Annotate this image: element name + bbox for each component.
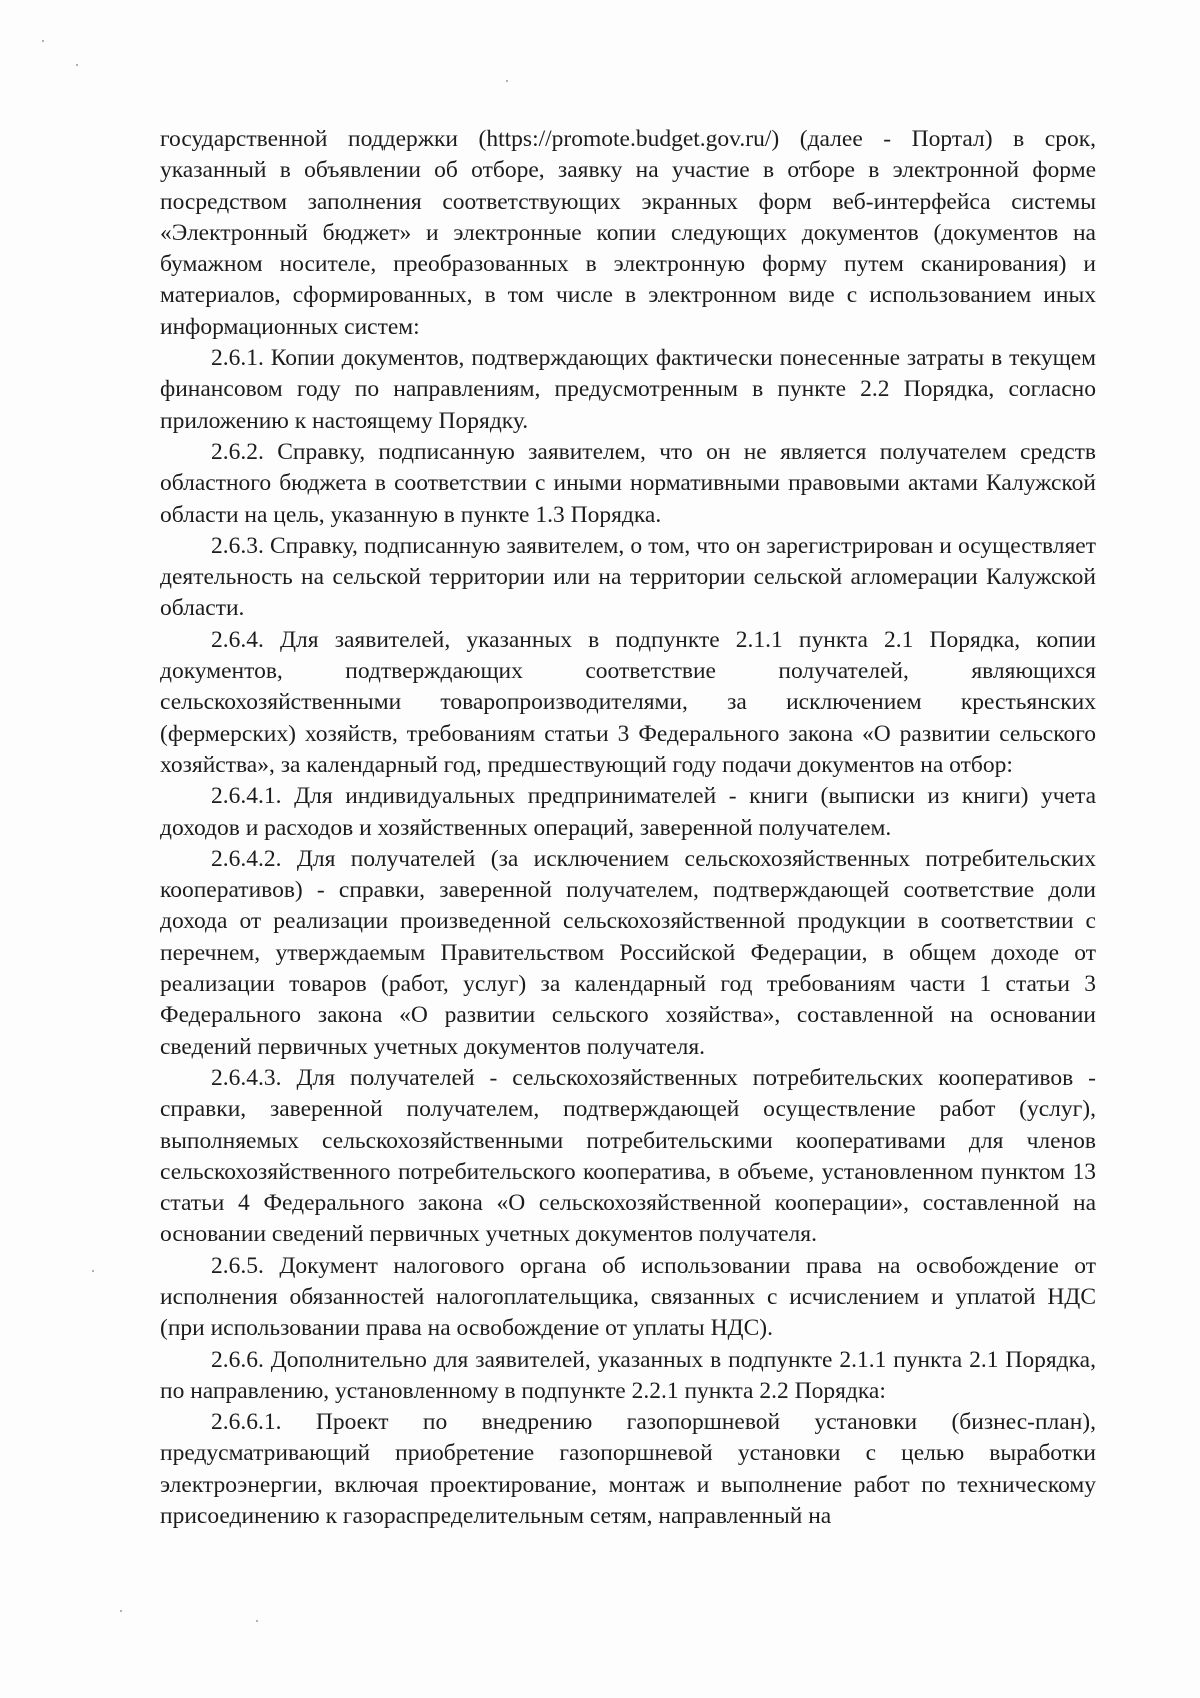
paragraph-2-6-1: 2.6.1. Копии документов, подтверждающих фактически понесенные затраты в текущем финансовом году по направлениям, предусмотренным в пункте 2.2 Порядка, согласно приложению к настоящему Порядку. — [160, 345, 1096, 434]
paragraph-2-6-6-1: 2.6.6.1. Проект по внедрению газопоршневой установки (бизнес-план), предусматривающий приобретение газопоршневой установки с целью выработки электроэнергии, включая проектирование, монтаж и выполнение работ по техническому присоединению к газораспределительным сетям, направленный на — [160, 1409, 1096, 1530]
scan-speck — [256, 1620, 258, 1622]
scan-speck — [92, 1270, 94, 1272]
paragraph-2-6-5: 2.6.5. Документ налогового органа об использовании права на освобождение от исполнения обязанностей налогоплательщика, связанных с исчислением и уплатой НДС (при использовании права на освобождение от уплаты НДС). — [160, 1252, 1096, 1342]
paragraph-intro-continuation: государственной поддержки (https://promote.budget.gov.ru/) (далее - Портал) в срок, указанный в объявлении об отборе, заявку на участие в отборе в электронной форме посредством заполнения соответствующих экранных форм веб-интерфейса системы «Электронный бюджет» и электронные копии следующих документов (документов на бумажном носителе, преобразованных в электронную форму путем сканирования) и материалов, сформированных, в том числе в электронном виде с использованием иных информационных систем: — [160, 126, 1096, 340]
scan-speck — [42, 40, 44, 42]
paragraph-2-6-4-3: 2.6.4.3. Для получателей - сельскохозяйственных потребительских кооперативов - справки, заверенной получателем, подтверждающей осуществление работ (услуг), выполняемых сельскохозяйственными потребительскими кооперативами для членов сельскохозяйственного потребительского кооператива, в объеме, установленном пунктом 13 статьи 4 Федерального закона «О сельскохозяйственной кооперации», составленной на основании сведений первичных учетных документов получателя. — [160, 1064, 1096, 1248]
document-body — [160, 124, 1096, 1532]
paragraph-2-6-6: 2.6.6. Дополнительно для заявителей, указанных в подпункте 2.1.1 пункта 2.1 Порядка, по направлению, установленному в подпункте 2.2.1 пункта 2.2 Порядка: — [160, 1346, 1096, 1404]
scan-speck — [120, 1610, 122, 1612]
paragraph-2-6-4-2: 2.6.4.2. Для получателей (за исключением сельскохозяйственных потребительских кооперативов) - справки, заверенной получателем, подтверждающей соответствие доли дохода от реализации произведенной сельскохозяйственной продукции в соответствии с перечнем, утверждаемым Правительством Российской Федерации, в общем доходе от реализации товаров (работ, услуг) за календарный год требованиям части 1 статьи 3 Федерального закона «О развитии сельского хозяйства», составленной на основании сведений первичных учетных документов получателя. — [160, 845, 1096, 1060]
paragraph-2-6-4: 2.6.4. Для заявителей, указанных в подпункте 2.1.1 пункта 2.1 Порядка, копии документов, подтверждающих соответствие получателей, являющихся сельскохозяйственными товаропроизводителями, за исключением крестьянских (фермерских) хозяйств, требованиям статьи 3 Федерального закона «О развитии сельского хозяйства», за календарный год, предшествующий году подачи документов на отбор: — [160, 626, 1096, 778]
paragraph-2-6-4-1: 2.6.4.1. Для индивидуальных предпринимателей - книги (выписки из книги) учета доходов и расходов и хозяйственных операций, заверенной получателем. — [160, 783, 1096, 841]
scan-speck — [76, 64, 78, 66]
scan-speck — [506, 80, 508, 82]
paragraph-2-6-3: 2.6.3. Справку, подписанную заявителем, о том, что он зарегистрирован и осуществляет деятельность на сельской территории или на территории сельской агломерации Калужской области. — [160, 532, 1096, 622]
paragraph-2-6-2: 2.6.2. Справку, подписанную заявителем, что он не является получателем средств областного бюджета в соответствии с иными нормативными правовыми актами Калужской области на цель, указанную в пункте 1.3 Порядка. — [160, 438, 1096, 528]
